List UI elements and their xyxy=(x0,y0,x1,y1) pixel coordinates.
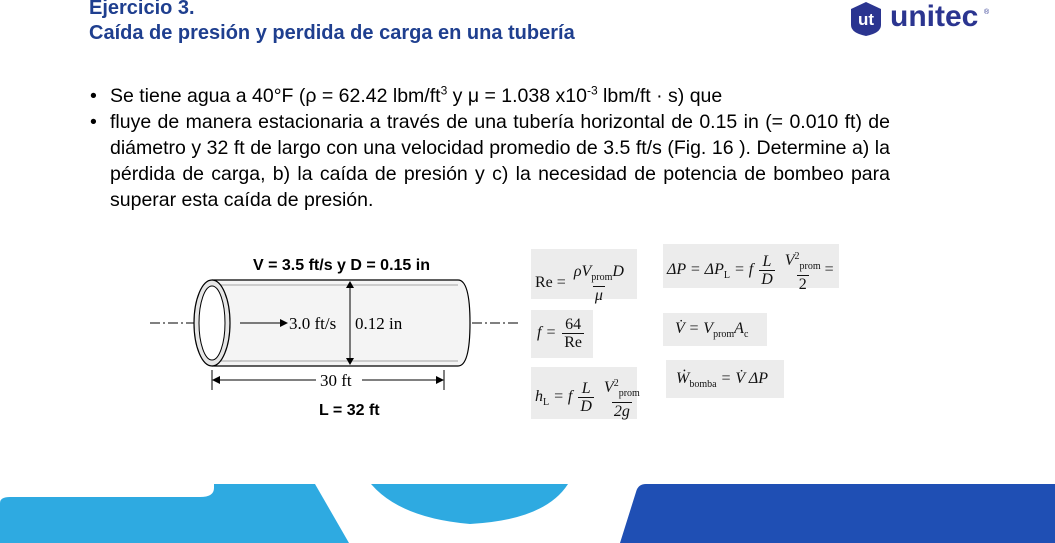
deco-light-center xyxy=(371,484,568,524)
exercise-subtitle: Caída de presión y perdida de carga en una tubería xyxy=(89,22,575,44)
bullet-1-text: Se tiene agua a 40°F (ρ = 62.42 lbm/$ft^3$ y μ = 1.038 $x10^{-3}$ lbm/ft · s) que xyxy=(110,83,723,107)
flow-rate-formula: V̇ = $V_{prom}A_c$ xyxy=(663,313,767,346)
bullet-2-text: fluye de manera estacionaria a través de una tubería horizontal de 0.15 in (= 0.010 ft) de diámetro y 32 ft de largo con una velocidad promedio de 3.5 ft/s (Fig. 16 ). Determine a) la pérdida de carga, b) la caída de presión y c) la necesidad de potencia de bombeo para superar esta caída de presión. xyxy=(110,111,890,211)
bullet-1 xyxy=(90,83,890,109)
bullet-2 xyxy=(90,109,890,213)
deco-dark-right xyxy=(620,484,1055,543)
figure-caption-bottom: L = 32 ft xyxy=(319,402,380,419)
head-loss-formula: $h_L = f$ $\frac{L}{D}$ $\frac{V^2_{prom}}{2g}$ xyxy=(531,367,637,419)
logo-wordmark: unitec xyxy=(890,0,979,33)
pump-power-formula: Ẇ$_{bomba}$ = V̇ ΔP xyxy=(666,360,784,398)
length-label: 30 ft xyxy=(320,371,352,390)
pressure-drop-formula: $\Delta P = \Delta P_L = f$ $\frac{L}{D}$ $\frac{V^2_{prom}}{2}$ = xyxy=(663,244,839,288)
reynolds-formula: Re = $\frac{\rho V_{prom}D}{\mu}$ xyxy=(531,249,637,299)
unitec-logo xyxy=(848,0,998,40)
problem-statement xyxy=(90,83,890,213)
diameter-label: 0.12 in xyxy=(355,314,403,333)
pipe-diagram xyxy=(140,278,520,403)
friction-factor-formula: f = $\frac{64}{Re}$ xyxy=(531,310,593,358)
exercise-title: Ejercicio 3. xyxy=(89,0,195,19)
pipe-figure xyxy=(140,250,520,430)
title-block xyxy=(89,0,575,45)
velocity-label: 3.0 ft/s xyxy=(289,314,337,333)
bullet-dot: • xyxy=(90,85,97,107)
unitec-badge-icon xyxy=(848,1,884,37)
badge-letters: ut xyxy=(857,10,875,29)
figure-caption-top: V = 3.5 ft/s y D = 0.15 in xyxy=(253,257,430,274)
deco-light-left xyxy=(0,484,349,543)
logo-registered-mark: ® xyxy=(984,9,990,16)
bullet-dot: • xyxy=(90,111,97,133)
